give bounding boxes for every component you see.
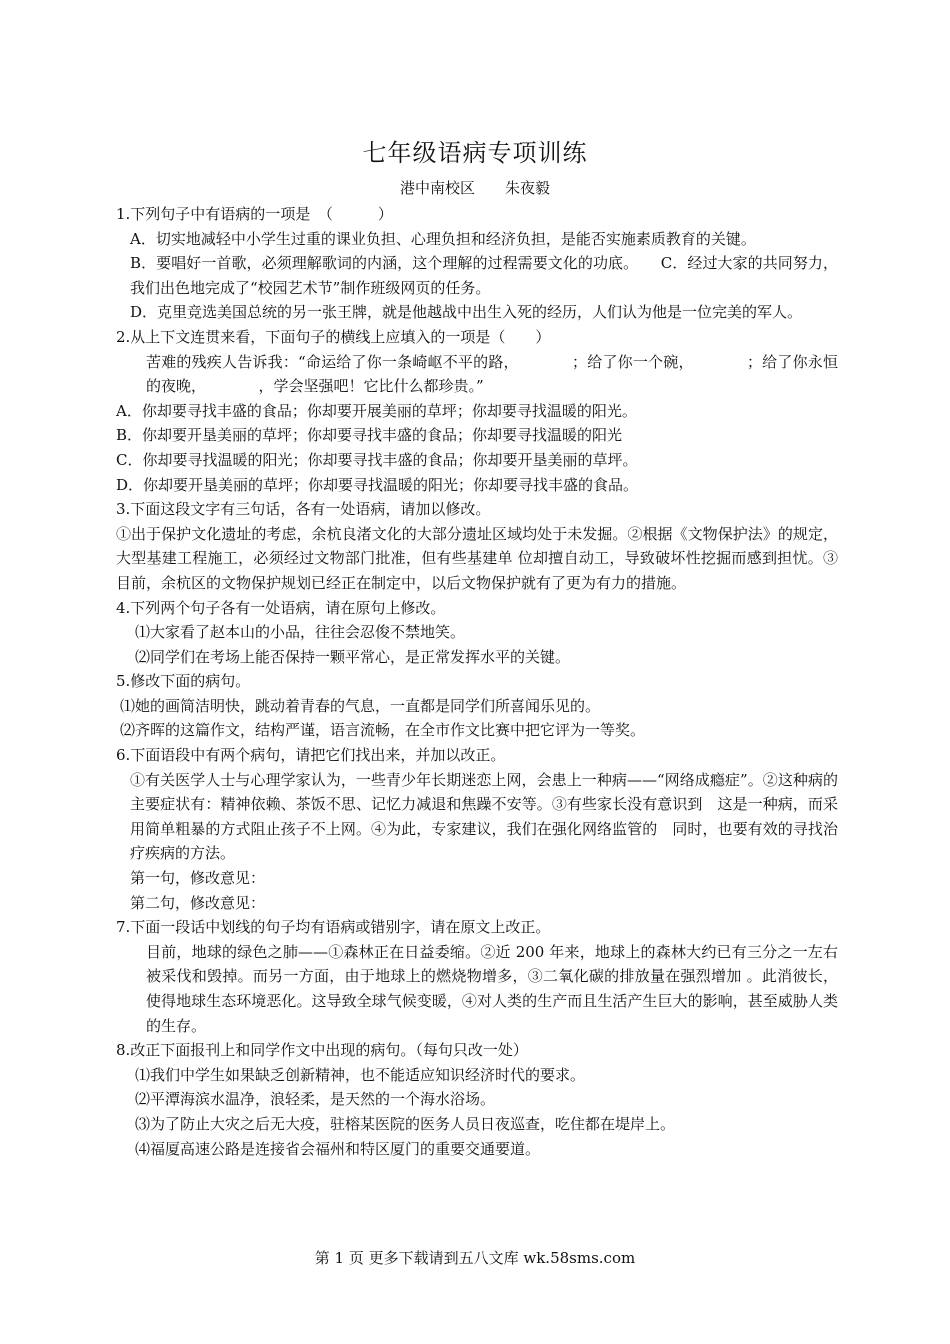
q6-answer-2: 第二句，修改意见： <box>130 893 266 912</box>
q2-option-d: D．你却要开垦美丽的草坪；你却要寻找温暖的阳光；你却要寻找丰盛的食品。 <box>116 475 639 494</box>
author-name: 朱夜毅 <box>505 179 551 197</box>
q1-option-b-c: B．要唱好一首歌，必须理解歌词的内涵，这个理解的过程需要文化的功底。 C．经过大家的共同努力，我们出色地完成了“校园艺术节”制作班级网页的任务。 <box>130 254 838 297</box>
q8-sentence-1: ⑴我们中学生如果缺乏创新精神，也不能适应知识经济时代的要求。 <box>135 1065 586 1084</box>
q6-passage: ①有关医学人士与心理学家认为，一些青少年长期迷恋上网，会患上一种病——“网络成瘾症”。②这种病的主要症状有：精神依赖、茶饭不思、记忆力减退和焦躁不安等。③有些家长没有意识到 这是一种病，而采用简单粗暴的方式阻止孩子不上网。④为此，专家建议，我们在强化网络监管的 同时，也要有效的寻找治疗疾病的方法。 <box>130 770 838 863</box>
author-line <box>0 177 950 198</box>
q3-stem: 3.下面这段文字有三句话，各有一处语病，请加以修改。 <box>116 500 491 519</box>
q1-option-d: D．克里竞选美国总统的另一张王牌，就是他越战中出生入死的经历，人们认为他是一位完美的军人。 <box>130 303 803 322</box>
q2-option-a: A．你却要寻找丰盛的食品；你却要开展美丽的草坪；你却要寻找温暖的阳光。 <box>116 401 637 420</box>
q2-passage: 苦难的残疾人告诉我：“命运给了你一条崎岖不平的路， ；给了你一个碗， ；给了你永恒的夜晚， ，学会坚强吧！它比什么都珍贵。” <box>146 352 838 396</box>
document-title: 七年级语病专项训练 <box>362 139 588 167</box>
q7-stem: 7.下面一段话中划线的句子均有语病或错别字，请在原文上改正。 <box>116 918 551 937</box>
q1-option-a: A．切实地减轻中小学生过重的课业负担、心理负担和经济负担，是能否实施素质教育的关键。 <box>130 229 756 248</box>
q3-passage: ①出于保护文化遗址的考虑，余杭良渚文化的大部分遗址区域均处于未发掘。②根据《文物保护法》的规定，大型基建工程施工，必须经过文物部门批准，但有些基建单 位却擅自动工，导致破坏性挖掘而感到担忧。③目前，余杭区的文物保护规划已经正在制定中，以后文物保护就有了更为有力的措施。 <box>116 524 838 592</box>
q4-sentence-2: ⑵同学们在考场上能否保持一颗平常心，是正常发挥水平的关键。 <box>135 647 571 666</box>
q2-option-c: C．你却要寻找温暖的阳光；你却要寻找丰盛的食品；你却要开垦美丽的草坪。 <box>116 450 638 469</box>
q8-sentence-2: ⑵平潭海滨水温净，浪轻柔，是天然的一个海水浴场。 <box>135 1090 496 1109</box>
document-body <box>116 202 838 1161</box>
q1-stem: 1.下列句子中有语病的一项是 （ ） <box>116 205 393 223</box>
author-school: 港中南校区 <box>399 179 475 197</box>
q5-sentence-2: ⑵齐晖的这篇作文，结构严谨，语言流畅，在全市作文比赛中把它评为一等奖。 <box>120 721 646 740</box>
q5-stem: 5.修改下面的病句。 <box>116 672 251 691</box>
q7-passage: 目前，地球的绿色之肺——①森林正在日益委缩。②近 200 年来，地球上的森林大约已有三分之一左右被采伐和毁掉。而另一方面，由于地球上的燃烧物增多，③二氧化碳的排放量在强烈增加 。此消彼长，使得地球生态环境恶化。这导致全球气候变暖，④对人类的生产而且生活产生巨大的影响，甚至威胁人类的生存。 <box>146 942 838 1035</box>
q8-stem: 8.改正下面报刊上和同学作文中出现的病句。（每句只改一处） <box>116 1041 528 1060</box>
q6-answer-1: 第一句，修改意见： <box>130 869 266 888</box>
q5-sentence-1: ⑴她的画简洁明快，跳动着青春的气息，一直都是同学们所喜闻乐见的。 <box>120 696 601 715</box>
page-footer: 第 1 页 更多下载请到五八文库 wk.58sms.com <box>314 1249 636 1267</box>
q4-stem: 4.下列两个句子各有一处语病，请在原句上修改。 <box>116 598 446 617</box>
q8-sentence-4: ⑷福厦高速公路是连接省会福州和特区厦门的重要交通要道。 <box>135 1139 541 1158</box>
q2-stem: 2.从上下文连贯来看，下面句子的横线上应填入的一项是（ ） <box>116 327 551 346</box>
q8-sentence-3: ⑶为了防止大灾之后无大疫，驻榕某医院的医务人员日夜巡查，吃住都在堤岸上。 <box>135 1114 676 1133</box>
q2-option-b: B．你却要开垦美丽的草坪；你却要寻找丰盛的食品；你却要寻找温暖的阳光 <box>116 426 623 445</box>
q6-stem: 6.下面语段中有两个病句，请把它们找出来，并加以改正。 <box>116 746 506 765</box>
q4-sentence-1: ⑴大家看了赵本山的小品，往往会忍俊不禁地笑。 <box>135 623 466 642</box>
